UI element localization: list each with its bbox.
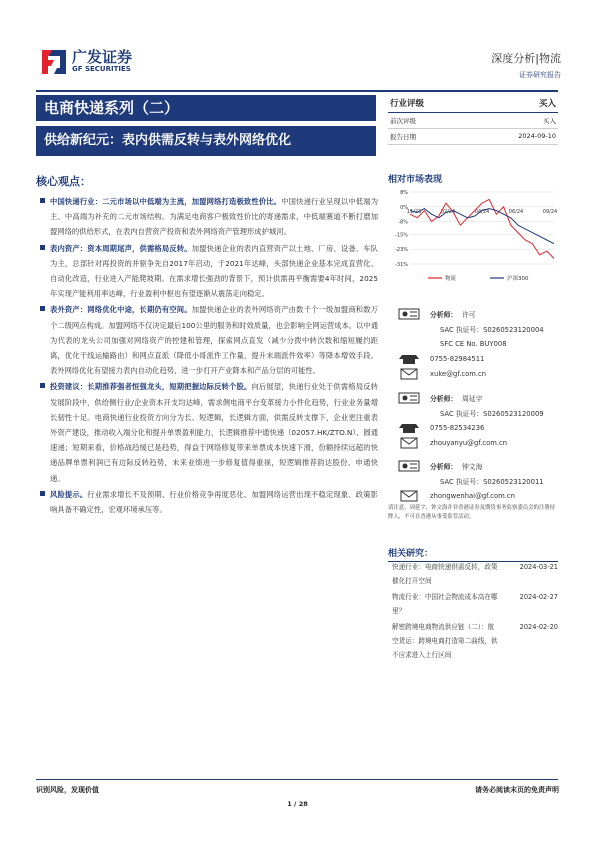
chart-x-tick-label: 11/23	[406, 208, 422, 215]
bullet-marker	[40, 306, 45, 311]
related-item-date: 2024-03-21	[519, 563, 558, 571]
bullet-lead: 中国快递行业：二元市场以中低端为主流，加盟网络打造极致性价比。	[50, 197, 282, 206]
page-number: 1 / 28	[287, 800, 308, 808]
analyst-label: 分析师：	[430, 462, 458, 471]
bullet-lead: 投资建议：长期推荐强者恒强龙头，短期把握边际反转个股。	[50, 382, 252, 392]
analyst-sac: SAC 执证号：S0260523120004	[440, 325, 544, 334]
core-views-list	[50, 194, 378, 517]
prev-rating-value: 买入	[543, 117, 556, 125]
chart-x-tick-label: 02/24	[440, 208, 456, 215]
related-item-text[interactable]: 物流行业：中国社会物流成本高在哪里？	[392, 593, 498, 615]
phone-icon	[398, 353, 420, 365]
bullet-off-balance	[50, 302, 378, 378]
bullet-marker	[40, 491, 45, 496]
logo-cn-text: 广发证券	[72, 48, 133, 66]
rating-head	[388, 95, 558, 113]
analyst-disclaimer: 请注意，周延宇，钟文海并非香港证券及期货事务监察委员会的注册持牌人，不可在香港从事受监管活动。	[388, 505, 556, 520]
analyst-sfc: SFC CE No. BUY008	[440, 339, 507, 348]
analyst-name-row	[398, 458, 558, 473]
bullet-body: 向后展望，快递行业处于供需格局反转发展阶段中，供给侧行业/企业资本开支均达峰，需求侧电商平台变革接力小件化趋势，行业业务量增长韧性十足。电商快递行业投资方向分为长、短逻辑，长逻辑方面，供需反转支撑下，企业更注重表外资产建设，推动收入端分化和提升单票盈利能力，长逻辑推荐中通快递（02057.HK/ZTO.N）、圆通速递；短期来看，价格战趋缓已是趋势，得益于网络修复带来单票成本快速下滑，份额持续远超的快递品牌单票利润已有边际反转趋势，未来业绩进一步修复值得重视，短逻辑推荐韵达股份、申通快递。	[50, 382, 379, 483]
report-date-label: 报告日期	[390, 133, 416, 141]
bullet-risk	[50, 487, 378, 517]
analyst-email-row[interactable]	[398, 366, 558, 381]
report-org: 证券研究报告	[519, 71, 561, 79]
analyst-phone: 0755-82984511	[430, 354, 485, 363]
bullet-lead: 表外资产：网络优化中途，长期仍有空间。	[50, 305, 192, 315]
related-item-text[interactable]: 快递行业：电商快递供需反转，政策催化打开空间	[392, 563, 498, 585]
bullet-marker	[40, 383, 45, 388]
related-item[interactable]	[392, 590, 558, 618]
logo-en-text: GF SECURITIES	[72, 65, 131, 73]
core-views-title: 核心观点：	[36, 175, 91, 188]
bullet-body: 中国快递行业呈现以中低端为主、中高端为补充的二元市场结构。为满足电商客户极致性价比的寄递需求，中低端赛道不断打磨加盟网络的供给形式，在表内自营资产投资和表外网络资产管理形成护城河。	[50, 197, 378, 237]
analyst-badge-icon	[398, 392, 420, 404]
phone-icon	[398, 422, 420, 434]
analyst-name: 许可	[462, 310, 476, 319]
analyst-email[interactable]: xuke@gf.com.cn	[430, 369, 487, 378]
bullet-body: 加盟快递企业的表外网络资产由数千个一级加盟商和数万个二级网点构成。加盟网络不仅决定最后100公里的服务和时效质量，也会影响全网运营成本。以中通为代表的龙头公司加强对网络资产的控建和管理，探索网点直发（减少分拨中转次数和缩短履约距离，优化干线运输路由）和网点直派（降低小哥派件工作量，提升末端派件效率）等降本增效手段。表外网络优化有望接力表内自动化趋势，进一步打开产业降本和产品分层的可能性。	[50, 305, 379, 376]
footer-rule	[36, 779, 558, 780]
email-icon	[398, 490, 420, 502]
related-research-list	[392, 560, 558, 664]
rating-box	[388, 95, 558, 145]
chart-x-tick-label: 09/24	[542, 208, 558, 215]
analyst-name: 钟文海	[462, 462, 483, 471]
analyst-email-row[interactable]	[398, 435, 558, 450]
rating-head-label: 行业评级	[390, 99, 425, 109]
analyst-label: 分析师：	[430, 310, 458, 319]
chart-legend-label: 物流	[445, 276, 457, 282]
bullet-on-balance	[50, 241, 378, 302]
bullet-marker	[40, 198, 45, 203]
related-item-date: 2024-02-20	[519, 623, 558, 631]
related-item-text[interactable]: 解密跨境电商物流供应链（二）：航空货运：跨境电商打造第二曲线，供不应求进入上行区间	[392, 623, 498, 659]
analyst-3	[398, 458, 558, 503]
report-date-value: 2024-09-10	[518, 132, 556, 140]
analyst-name-row	[398, 306, 558, 321]
report-header-info	[491, 50, 561, 80]
chart-y-tick-label: -8%	[398, 219, 408, 226]
chart-y-tick-label: -23%	[395, 247, 408, 254]
bullet-investment	[50, 379, 378, 485]
prev-rating-row	[388, 113, 558, 129]
footer-disclaimer-link[interactable]: 请务必阅读末页的免责声明	[475, 786, 559, 794]
bullet-industry	[50, 194, 378, 240]
chart-legend-label: 沪深300	[507, 276, 529, 282]
prev-rating-label: 前次评级	[390, 117, 416, 125]
bullet-body: 行业需求增长不及预期、行业价格竞争再度恶化、加盟网络运营出现不稳定现象、政策影响具备不确定性，宏观环境承压等。	[50, 489, 379, 515]
series-title: 电商快递系列（二）	[36, 95, 376, 121]
market-chart	[388, 186, 558, 286]
market-chart-svg	[388, 186, 558, 286]
analyst-label: 分析师：	[430, 394, 458, 403]
analyst-phone-row	[398, 420, 558, 435]
chart-y-tick-label: 0%	[400, 204, 408, 211]
bullet-body: 加盟快递企业的表内直营资产以土地、厂房、设备、车队为主，总部针对再投资的并驱争先自2017年启动，于2021年达峰，头部快递企业基本完成直营化、自动化改造，行业进入产能爬坡期。在需求增长强劲的背景下，预计供需再平衡需要4年时间，2025年实现产能利用率达峰，行业盈利中枢也有望逐渐从震荡走向稳定。	[50, 243, 379, 299]
analyst-phone-row	[398, 351, 558, 366]
footer-slogan: 识别风险，发现价值	[36, 786, 99, 794]
chart-y-tick-label: -15%	[395, 232, 408, 239]
analyst-email-row[interactable]	[398, 488, 558, 503]
analyst-sac: SAC 执证号：S0260523120011	[440, 477, 544, 486]
email-icon	[398, 368, 420, 380]
bullet-lead: 表内资产：资本周期尾声，供需格局反转。	[50, 243, 192, 253]
bullet-lead: 风险提示。	[50, 489, 88, 499]
analyst-1	[398, 306, 558, 381]
chart-x-tick-label: 04/24	[474, 208, 490, 215]
gf-logo	[40, 44, 160, 78]
report-date-row	[388, 129, 558, 145]
analyst-badge-icon	[398, 460, 420, 472]
analyst-phone: 0755-82534236	[430, 423, 485, 432]
main-title: 供给新纪元：表内供需反转与表外网络优化	[36, 126, 376, 156]
header-rule	[36, 90, 558, 92]
analyst-email[interactable]: zhouyanyu@gf.com.cn	[430, 438, 508, 447]
related-item[interactable]	[392, 560, 558, 588]
analyst-name-row	[398, 390, 558, 405]
chart-y-tick-label: 8%	[400, 190, 408, 196]
related-research-title: 相关研究：	[388, 546, 558, 562]
analyst-sac: SAC 执证号：S0260523120009	[440, 409, 544, 418]
related-item[interactable]	[392, 620, 558, 662]
email-icon	[398, 437, 420, 449]
bullet-marker	[40, 245, 45, 250]
report-type: 深度分析|物流	[491, 52, 561, 65]
chart-y-tick-label: -31%	[395, 262, 408, 268]
chart-x-tick-label: 06/24	[508, 208, 524, 215]
market-chart-title: 相对市场表现	[388, 175, 443, 185]
analyst-name: 周延宇	[462, 394, 483, 403]
analyst-2	[398, 390, 558, 450]
analyst-email[interactable]: zhongwenhai@gf.com.cn	[430, 491, 515, 500]
rating-head-value: 买入	[538, 99, 556, 109]
analyst-badge-icon	[398, 308, 420, 320]
related-item-date: 2024-02-27	[519, 593, 558, 601]
